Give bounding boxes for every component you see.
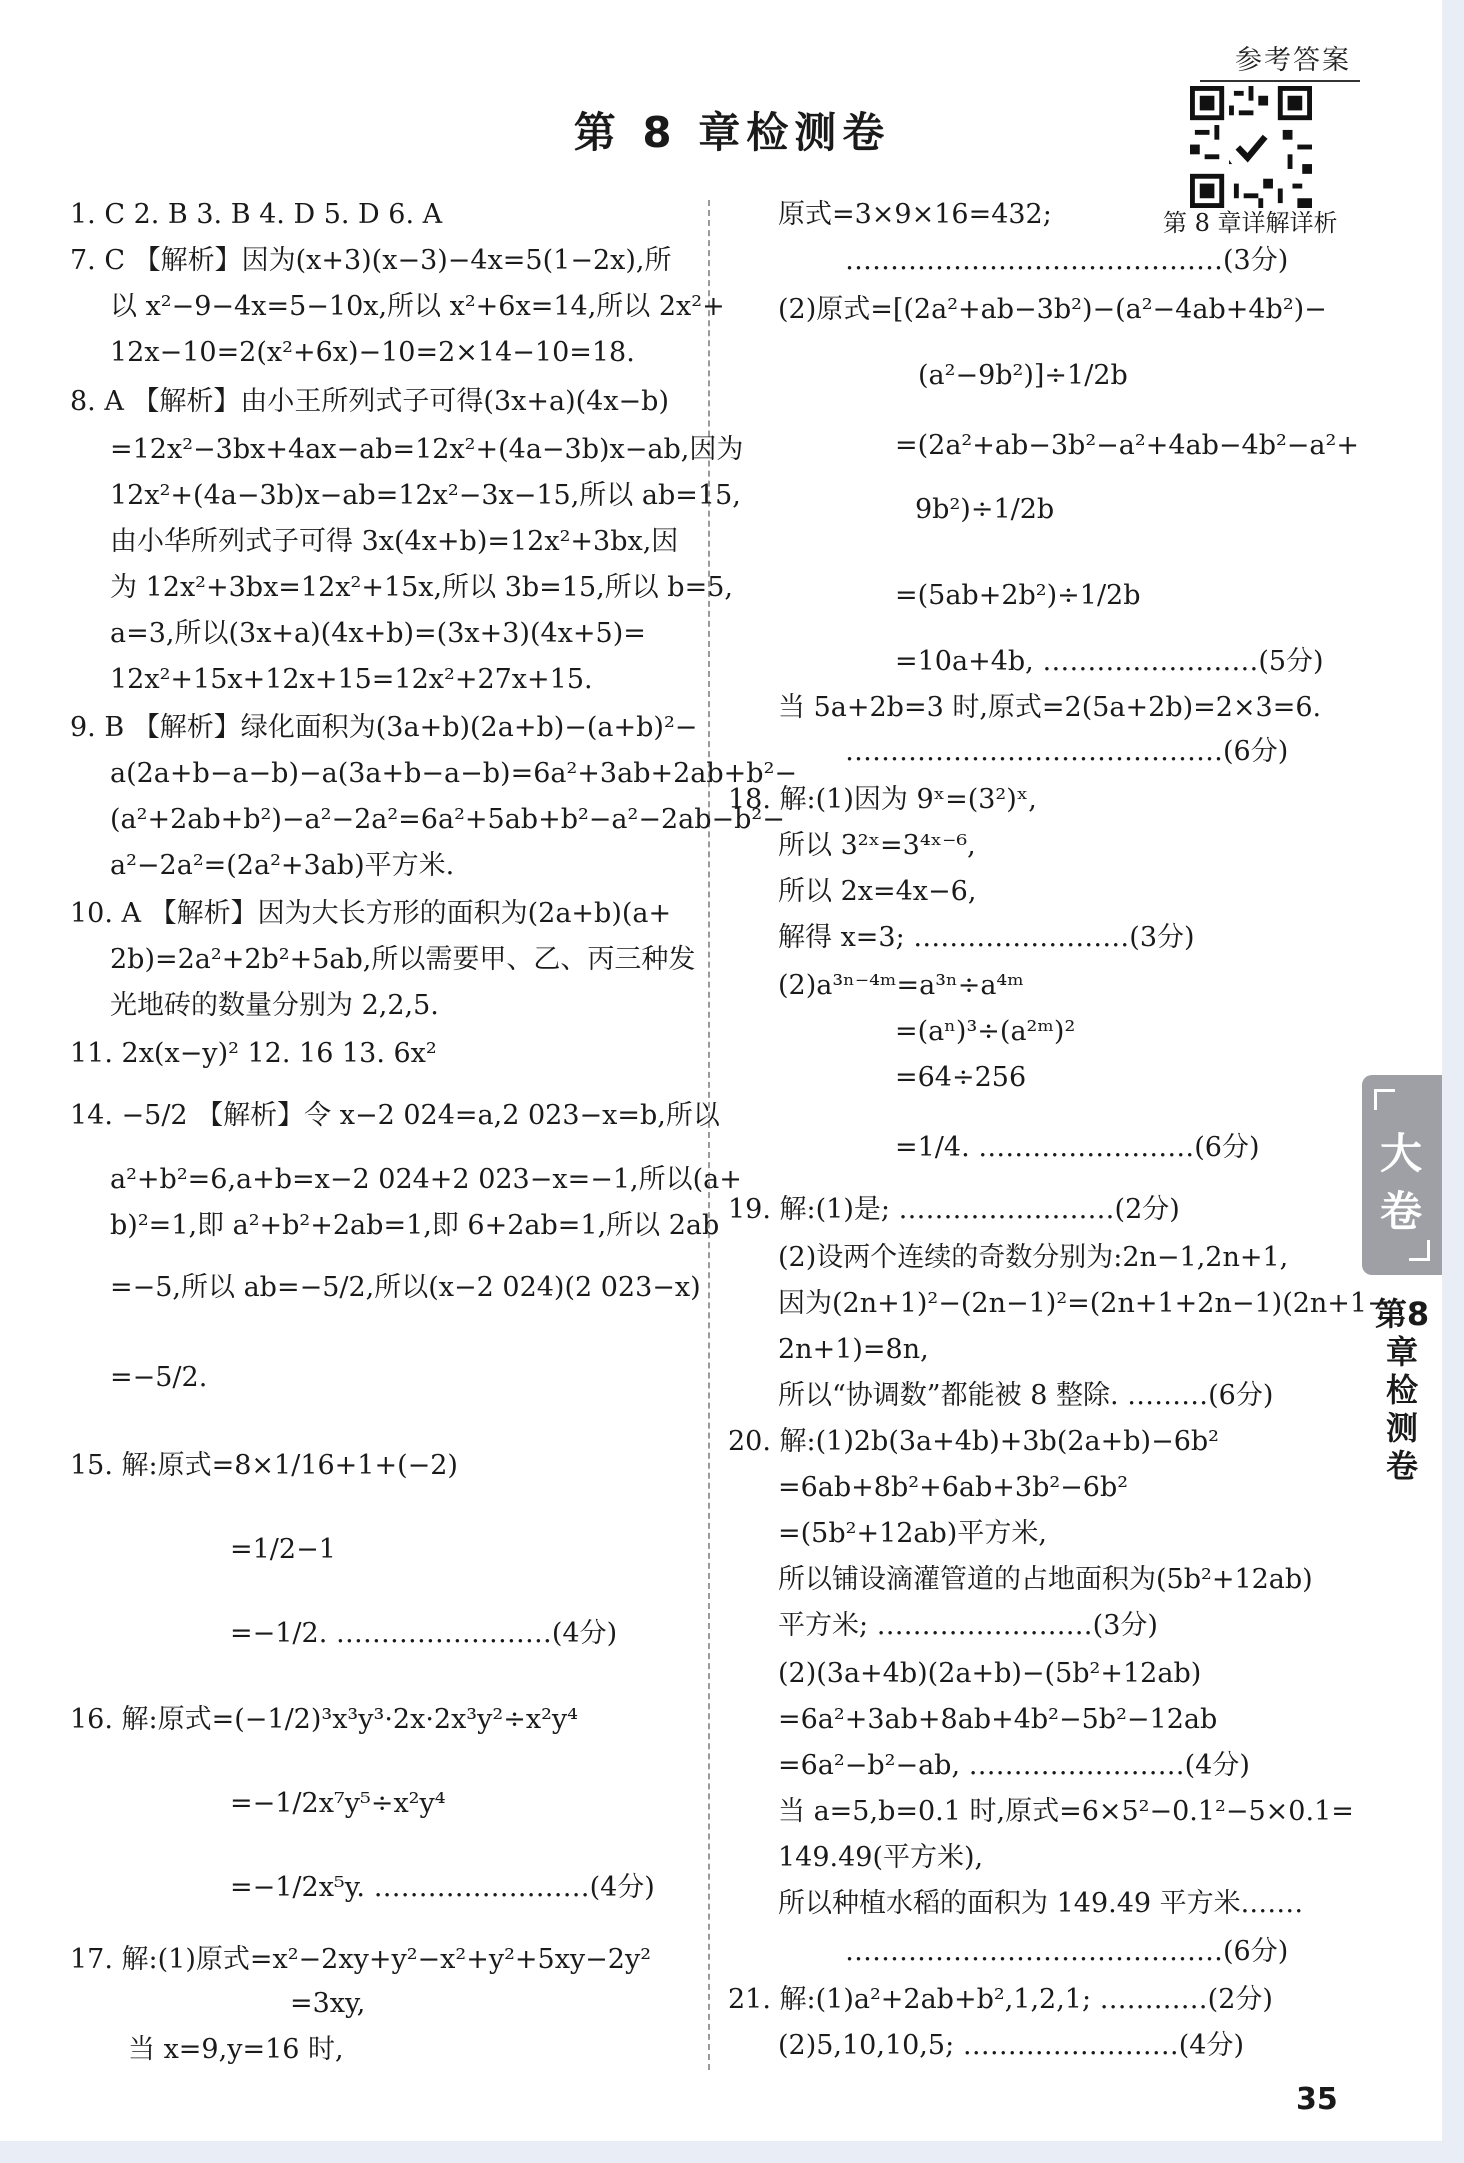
answer-line: 20. 解:(1)2b(3a+4b)+3b(2a+b)−6b² (728, 1426, 1219, 1457)
answer-line: =(2a²+ab−3b²−a²+4ab−4b²−a²+ (895, 430, 1359, 461)
answer-line: =1/2−1 (230, 1534, 336, 1565)
answer-line: =12x²−3bx+4ax−ab=12x²+(4a−3b)x−ab,因为 (110, 434, 744, 465)
answer-line: 8. A 【解析】由小王所列式子可得(3x+a)(4x−b) (70, 386, 669, 417)
answer-line: 原式=3×9×16=432; (778, 199, 1052, 230)
answer-line: (2)(3a+4b)(2a+b)−(5b²+12ab) (778, 1658, 1202, 1689)
bottom-edge-band (0, 2141, 1464, 2163)
answer-line: 2b)=2a²+2b²+5ab,所以需要甲、乙、丙三种发 (110, 944, 696, 975)
answer-line: 9b²)÷1/2b (915, 494, 1055, 525)
answer-line: 7. C 【解析】因为(x+3)(x−3)−4x=5(1−2x),所 (70, 245, 672, 276)
answer-line: (2)设两个连续的奇数分别为:2n−1,2n+1, (778, 1242, 1289, 1273)
answer-line: (2)5,10,10,5; ……………………(4分) (778, 2030, 1244, 2061)
answer-line: a²+b²=6,a+b=x−2 024+2 023−x=−1,所以(a+ (110, 1164, 742, 1195)
answer-line: 所以铺设滴灌管道的占地面积为(5b²+12ab) (778, 1564, 1313, 1595)
answer-line: 11. 2x(x−y)² 12. 16 13. 6x² (70, 1038, 437, 1069)
chapter-vertical-label: 第8章检测卷 (1374, 1295, 1430, 1485)
answer-line: 解得 x=3; ……………………(3分) (778, 922, 1195, 953)
answer-line: 16. 解:原式=(−1/2)³x³y³·2x·2x³y²÷x²y⁴ (70, 1704, 578, 1735)
tab-corner-icon (1374, 1089, 1395, 1110)
answer-line: 以 x²−9−4x=5−10x,所以 x²+6x=14,所以 2x²+ (110, 291, 725, 322)
answer-line: 12x²+15x+12x+15=12x²+27x+15. (110, 664, 593, 695)
answer-line: 1. C 2. B 3. B 4. D 5. D 6. A (70, 199, 443, 230)
answer-line: (2)a³ⁿ⁻⁴ᵐ=a³ⁿ÷a⁴ᵐ (778, 970, 1024, 1001)
answer-line: a=3,所以(3x+a)(4x+b)=(3x+3)(4x+5)= (110, 618, 646, 649)
answer-line: 21. 解:(1)a²+2ab+b²,1,2,1; …………(2分) (728, 1984, 1273, 2015)
answer-line: =10a+4b, ……………………(5分) (895, 646, 1324, 677)
answer-line: 17. 解:(1)原式=x²−2xy+y²−x²+y²+5xy−2y² (70, 1944, 652, 1975)
answer-line: 10. A 【解析】因为大长方形的面积为(2a+b)(a+ (70, 898, 672, 929)
answer-line: 当 5a+2b=3 时,原式=2(5a+2b)=2×3=6. (778, 692, 1322, 723)
answer-line: 9. B 【解析】绿化面积为(3a+b)(2a+b)−(a+b)²− (70, 712, 698, 743)
answer-line: ……………………………………(6分) (845, 1936, 1289, 1967)
section-tab-label: 大卷 (1380, 1129, 1423, 1236)
tab-corner-icon (1409, 1240, 1430, 1261)
answer-line: 当 x=9,y=16 时, (128, 2034, 344, 2065)
qr-caption: 第 8 章详解详析 (1163, 209, 1338, 237)
answer-line: 由小华所列式子可得 3x(4x+b)=12x²+3bx,因 (110, 526, 679, 557)
answer-line: =(5b²+12ab)平方米, (778, 1518, 1047, 1549)
answer-line: 149.49(平方米), (778, 1842, 984, 1873)
answer-line: =1/4. ……………………(6分) (895, 1132, 1260, 1163)
answer-line: 所以 3²ˣ=3⁴ˣ⁻⁶, (778, 830, 976, 861)
answer-line: =(aⁿ)³÷(a²ᵐ)² (895, 1016, 1076, 1047)
answer-line: =6a²+3ab+8ab+4b²−5b²−12ab (778, 1704, 1218, 1735)
answer-line: =6a²−b²−ab, ……………………(4分) (778, 1750, 1250, 1781)
answer-line: =64÷256 (895, 1062, 1027, 1093)
answer-line: ……………………………………(6分) (845, 736, 1289, 767)
answer-line: =−5,所以 ab=−5/2,所以(x−2 024)(2 023−x) (110, 1272, 701, 1303)
answer-line: =6ab+8b²+6ab+3b²−6b² (778, 1472, 1129, 1503)
answer-line: a(2a+b−a−b)−a(3a+b−a−b)=6a²+3ab+2ab+b²− (110, 758, 798, 789)
answer-line: =(5ab+2b²)÷1/2b (895, 580, 1141, 611)
answer-line: 14. −5/2 【解析】令 x−2 024=a,2 023−x=b,所以 (70, 1100, 720, 1131)
section-tab (1362, 1075, 1442, 1275)
answer-line: (a²+2ab+b²)−a²−2a²=6a²+5ab+b²−a²−2ab−b²− (110, 804, 785, 835)
answer-line: ……………………………………(3分) (845, 245, 1289, 276)
answer-line: a²−2a²=(2a²+3ab)平方米. (110, 850, 455, 881)
answer-line: 所以 2x=4x−6, (778, 876, 977, 907)
answer-line: 为 12x²+3bx=12x²+15x,所以 3b=15,所以 b=5, (110, 572, 733, 603)
answer-line: 12x−10=2(x²+6x)−10=2×14−10=18. (110, 337, 635, 368)
answer-line: 19. 解:(1)是; ……………………(2分) (728, 1194, 1180, 1225)
page-number: 35 (1296, 2082, 1338, 2117)
answer-line: (2)原式=[(2a²+ab−3b²)−(a²−4ab+4b²)− (778, 294, 1327, 325)
header-rule (1200, 80, 1360, 82)
answer-line: 15. 解:原式=8×1/16+1+(−2) (70, 1450, 458, 1481)
answer-line: 因为(2n+1)²−(2n−1)²=(2n+1+2n−1)(2n+1− (778, 1288, 1390, 1319)
answer-line: =−1/2. ……………………(4分) (230, 1618, 618, 1649)
answer-line: 12x²+(4a−3b)x−ab=12x²−3x−15,所以 ab=15, (110, 480, 741, 511)
answer-line: 2n+1)=8n, (778, 1334, 929, 1365)
qr-code-icon[interactable] (1190, 86, 1312, 208)
answer-line: 光地砖的数量分别为 2,2,5. (110, 990, 439, 1021)
page-title: 第 8 章检测卷 (573, 108, 891, 157)
answer-line: b)²=1,即 a²+b²+2ab=1,即 6+2ab=1,所以 2ab (110, 1210, 720, 1241)
answer-line: =−1/2x⁵y. ……………………(4分) (230, 1872, 655, 1903)
answer-line: 18. 解:(1)因为 9ˣ=(3²)ˣ, (728, 784, 1037, 815)
answer-line: (a²−9b²)]÷1/2b (918, 360, 1128, 391)
answer-line: =−5/2. (110, 1362, 208, 1393)
answer-line: 所以种植水稻的面积为 149.49 平方米.…… (778, 1888, 1304, 1919)
answer-line: 所以“协调数”都能被 8 整除. ………(6分) (778, 1380, 1274, 1411)
answer-line: =−1/2x⁷y⁵÷x²y⁴ (230, 1788, 446, 1819)
right-edge-band (1442, 0, 1464, 2163)
answer-line: 当 a=5,b=0.1 时,原式=6×5²−0.1²−5×0.1= (778, 1796, 1354, 1827)
answer-line: =3xy, (290, 1988, 366, 2019)
header-label: 参考答案 (1235, 45, 1351, 76)
answer-line: 平方米; ……………………(3分) (778, 1610, 1158, 1641)
